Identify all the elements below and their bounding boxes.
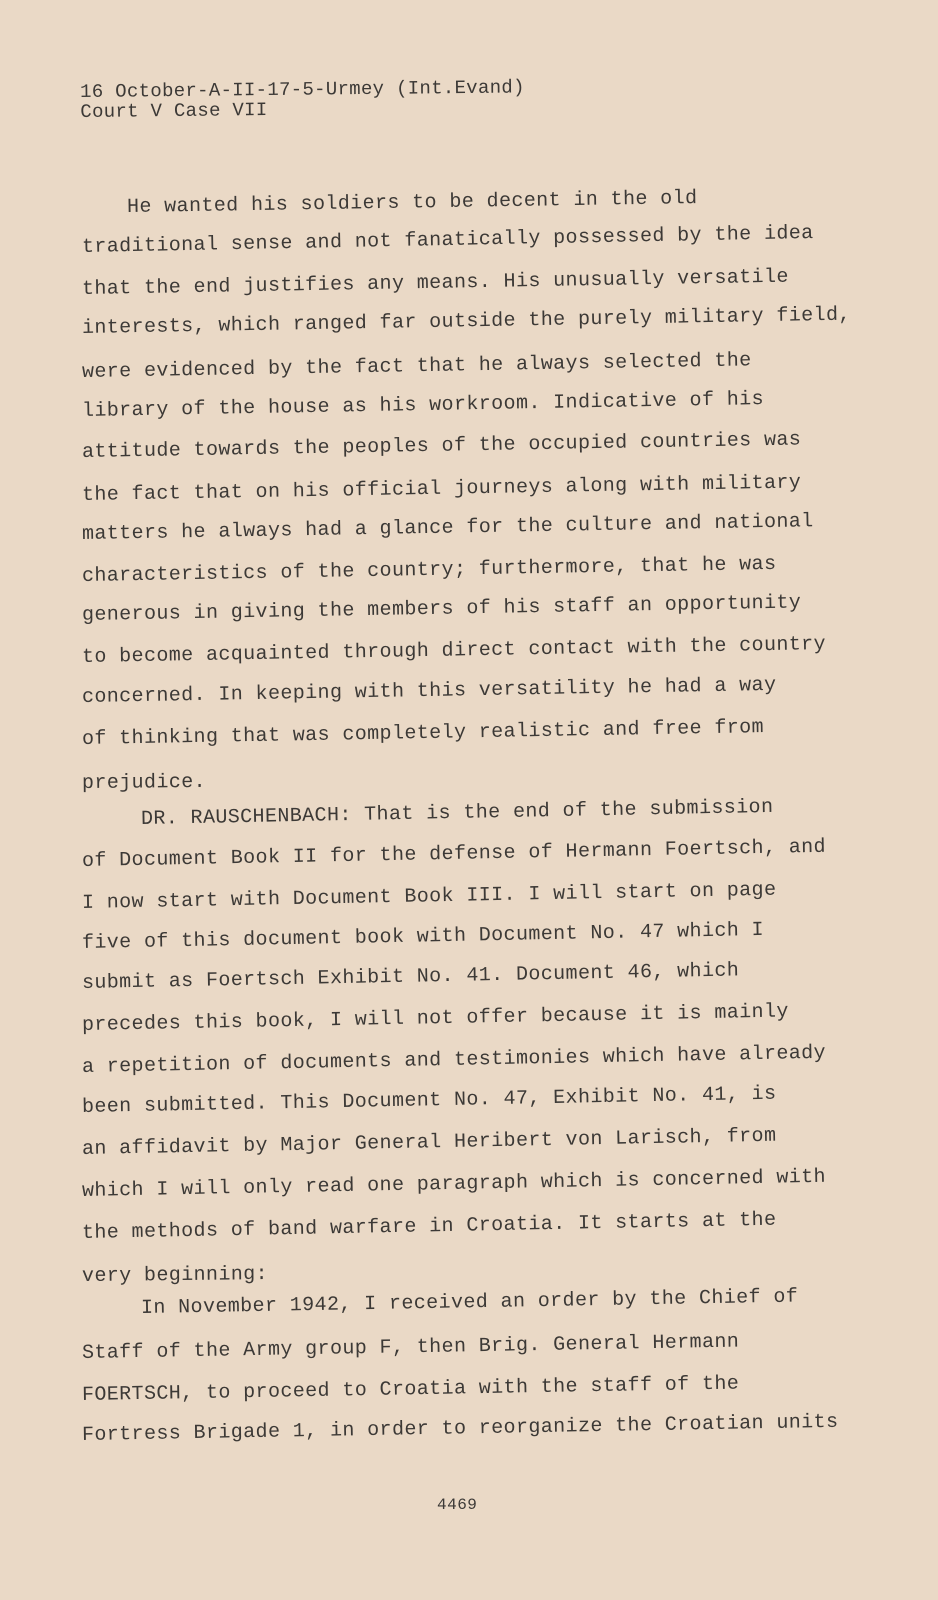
text-line: concerned. In keeping with this versatility he had a way [81,673,777,709]
text-line: precedes this book, I will not offer because it is mainly [81,1000,790,1037]
text-line: I now start with Document Book III. I will start on page [81,878,777,915]
text-line: been submitted. This Document No. 47, Exhibit No. 41, is [81,1082,777,1119]
text-line: very beginning: [81,1263,269,1288]
text-line: FOERTSCH, to proceed to Croatia with the staff of the [81,1372,740,1407]
header-court-line: Court V Case VII [80,99,268,123]
text-line: were evidenced by the fact that he always selected the [81,349,752,384]
document-header [80,77,525,122]
text-line: interests, which ranged far outside the purely military field, [81,303,852,340]
text-line: a repetition of documents and testimonies which have already [81,1041,827,1079]
text-line: an affidavit by Major General Heribert von Larisch, from [81,1124,777,1161]
text-line: Fortress Brigade 1, in order to reorganize the Croatian units [81,1410,839,1447]
text-line: Staff of the Army group F, then Brig. General Hermann [81,1330,740,1365]
text-line: prejudice. [81,770,207,795]
text-line: characteristics of the country; furthermore, that he was [81,552,777,588]
text-line: attitude towards the peoples of the occupied countries was [81,428,802,464]
page-number: 4469 [437,1496,478,1514]
text-line: five of this document book with Document No. 47 which I [81,918,765,955]
text-line: the methods of band warfare in Croatia. It starts at the [81,1208,777,1245]
text-line: to become acquainted through direct contact with the country [81,633,827,669]
text-line: that the end justifies any means. His unusually versatile [81,265,790,301]
text-line: submit as Foertsch Exhibit No. 41. Document 46, which [81,959,740,995]
text-line: of Document Book II for the defense of Hermann Foertsch, and [81,835,827,873]
header-session-line: 16 October-A-II-17-5-Urmey (Int.Evand) [79,76,525,103]
text-line: traditional sense and not fanatically possessed by the idea [81,221,814,259]
text-line: In November 1942, I received an order by the Chief of [140,1285,799,1320]
text-line: the fact that on his official journeys along with military [81,471,802,507]
text-line: generous in giving the members of his staff an opportunity [81,591,802,627]
text-line: of thinking that was completely realistic and free from [81,716,765,751]
text-line: He wanted his soldiers to be decent in the old [126,187,698,219]
text-line: library of the house as his workroom. Indicative of his [81,388,765,423]
text-line: which I will only read one paragraph which is concerned with [81,1165,827,1203]
text-line: matters he always had a glance for the culture and national [81,510,814,546]
text-line: DR. RAUSCHENBACH: That is the end of the submission [140,795,774,831]
